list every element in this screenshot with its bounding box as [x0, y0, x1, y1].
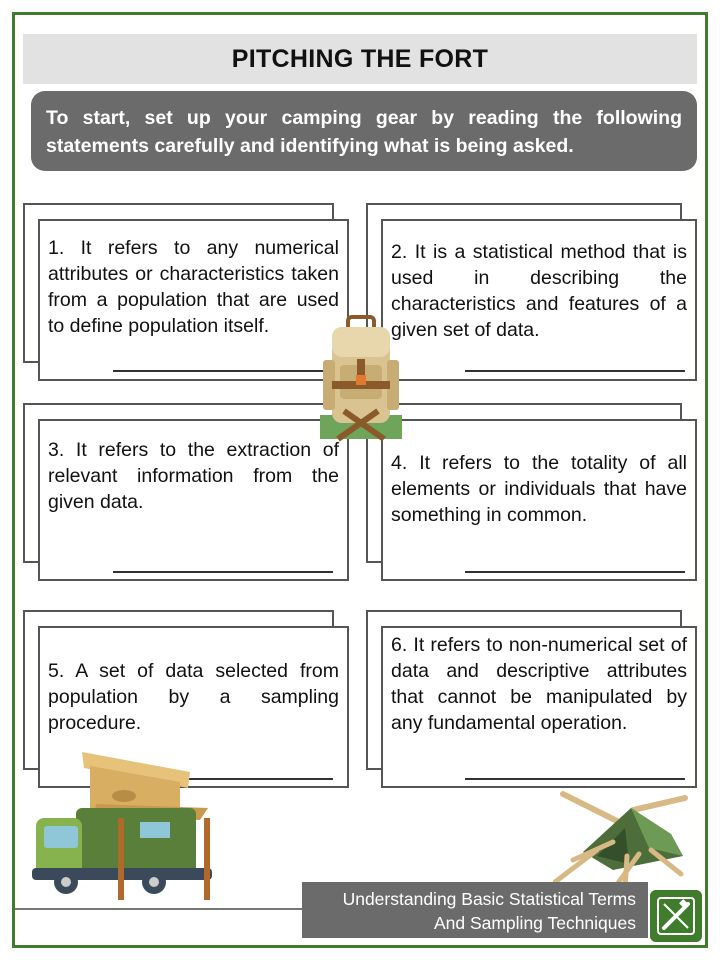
footer-topic-line-2: And Sampling Techniques [433, 913, 636, 933]
footer-line [15, 908, 305, 910]
page-title: PITCHING THE FORT [23, 34, 697, 84]
question-card-2 [381, 219, 697, 381]
question-5-text: 5. A set of data selected from population by a sampling procedure. [48, 660, 339, 734]
question-2-text: 2. It is a statistical method that is used in describing the characteristics and features of a given set of data. [391, 241, 687, 341]
answer-line-6[interactable] [465, 778, 685, 780]
camper-van-icon [30, 752, 215, 902]
question-card-6 [381, 626, 697, 788]
question-3-text: 3. It refers to the extraction of relevant information from the given data. [48, 439, 339, 513]
footer-topic-line-1: Understanding Basic Statistical Terms [342, 889, 636, 909]
logo-icon [650, 890, 702, 942]
backpack-icon [318, 315, 404, 443]
question-card-3 [38, 419, 349, 581]
question-6-text: 6. It refers to non-numerical set of data and descriptive attributes that cannot be manipulated by any fundamental operation. [391, 634, 687, 734]
answer-line-4[interactable] [465, 571, 685, 573]
tent-icon [553, 790, 698, 895]
question-card-4 [381, 419, 697, 581]
answer-line-2[interactable] [465, 370, 685, 372]
footer-topic-box [302, 882, 648, 938]
question-4-text: 4. It refers to the totality of all elements or individuals that have something in common. [391, 452, 687, 526]
answer-line-3[interactable] [113, 571, 333, 573]
question-1-text: 1. It refers to any numerical attributes or characteristics taken from a population that are used to define population itself. [48, 237, 339, 337]
instructions-banner: To start, set up your camping gear by reading the following statements carefully and identifying what is being asked. [31, 91, 697, 171]
question-card-1 [38, 219, 349, 381]
answer-line-1[interactable] [113, 370, 333, 372]
